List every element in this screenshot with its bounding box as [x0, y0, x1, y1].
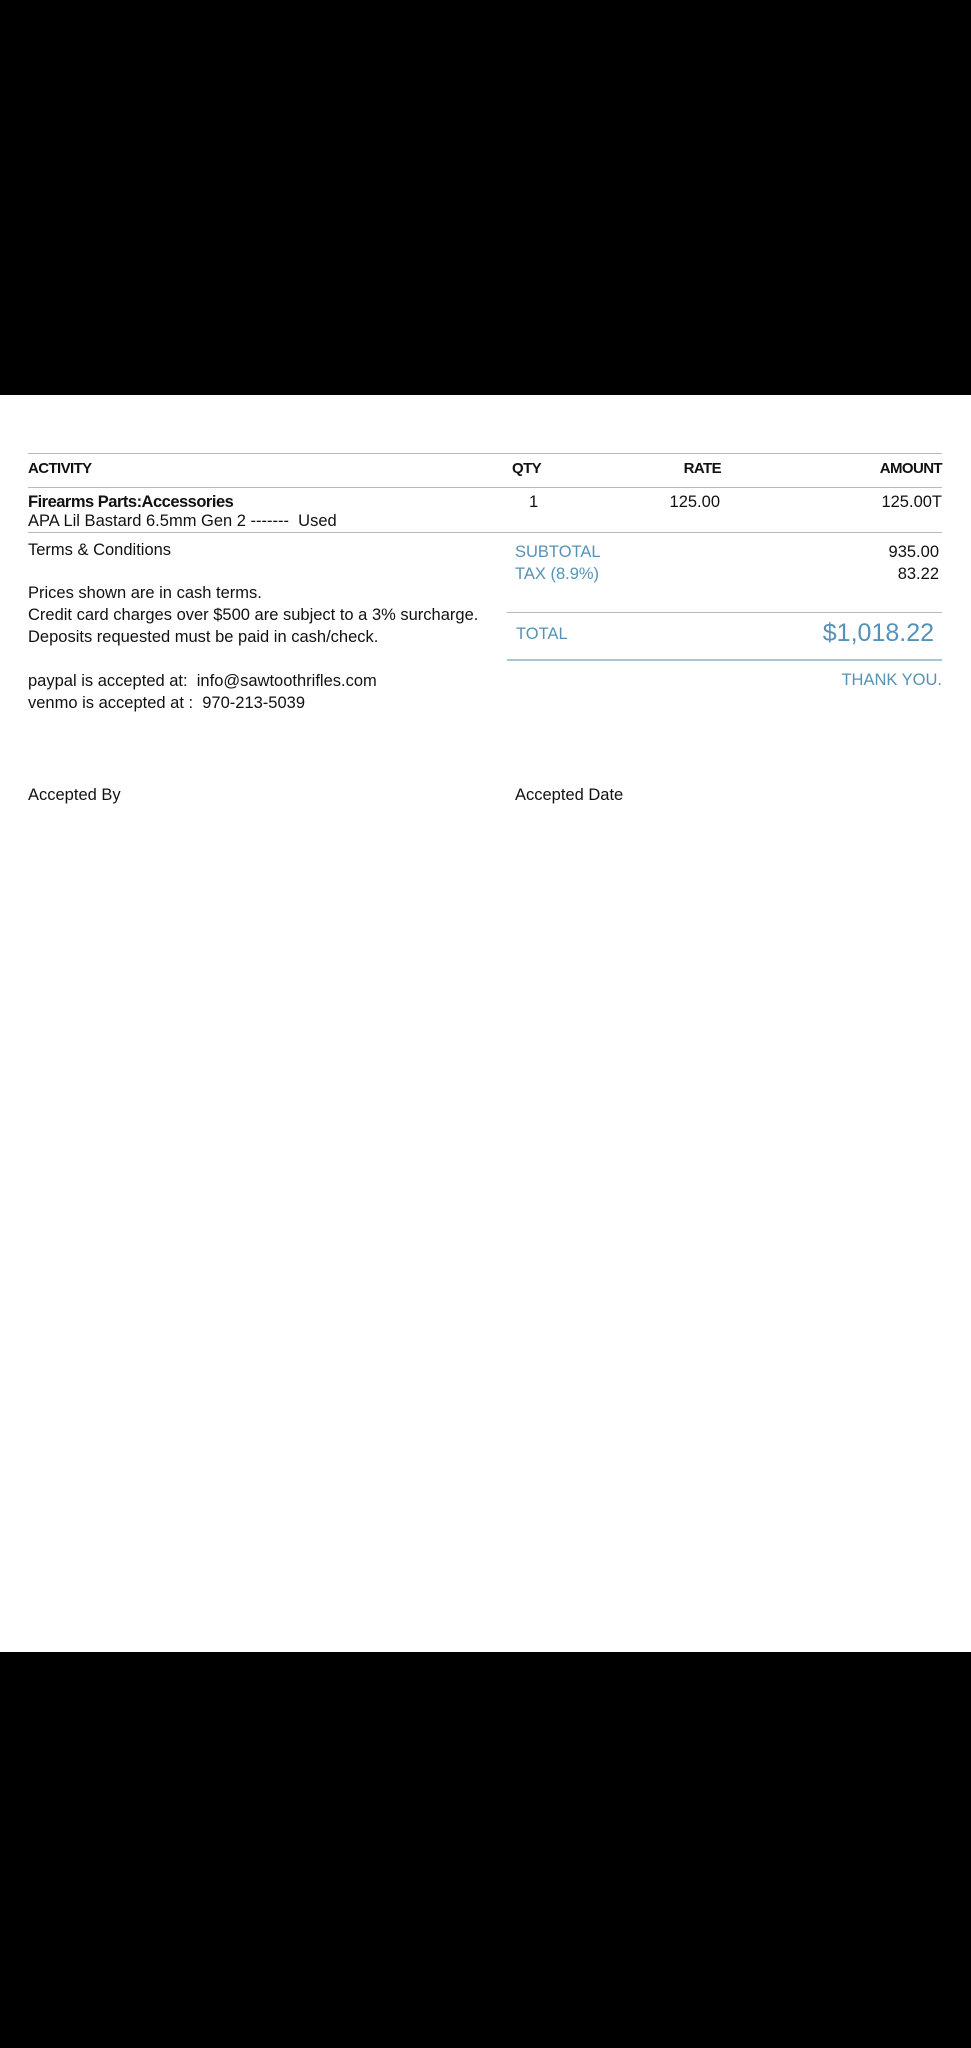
item-amount: 125.00T	[881, 493, 942, 511]
qty-column-header: QTY	[512, 460, 542, 477]
terms-line: Prices shown are in cash terms.	[28, 584, 262, 602]
item-category: Firearms Parts:Accessories	[28, 493, 234, 511]
payment-line-venmo: venmo is accepted at : 970-213-5039	[28, 694, 306, 712]
accepted-by-label: Accepted By	[28, 786, 121, 804]
subtotal-value: 935.00	[888, 543, 939, 561]
item-qty: 1	[529, 493, 539, 511]
header-bottom-rule	[28, 487, 942, 488]
invoice-sheet	[0, 395, 971, 1652]
header-top-rule	[28, 453, 942, 454]
total-label: TOTAL	[516, 625, 568, 643]
subtotal-label: SUBTOTAL	[515, 543, 601, 561]
payment-line-paypal: paypal is accepted at: info@sawtoothrifles.com	[28, 672, 377, 690]
tax-label: TAX (8.9%)	[515, 565, 600, 583]
item-description: APA Lil Bastard 6.5mm Gen 2 ------- Used	[28, 512, 337, 530]
accepted-date-label: Accepted Date	[515, 786, 624, 804]
thank-you-text: THANK YOU.	[841, 671, 942, 689]
amount-column-header: AMOUNT	[879, 460, 942, 477]
total-top-rule	[507, 612, 942, 613]
activity-column-header: ACTIVITY	[28, 460, 92, 477]
row-bottom-rule	[28, 532, 942, 533]
tax-value: 83.22	[897, 565, 939, 583]
terms-line: Deposits requested must be paid in cash/check.	[28, 628, 379, 646]
terms-line: Credit card charges over $500 are subject to a 3% surcharge.	[28, 606, 479, 624]
total-bottom-rule	[507, 659, 942, 661]
item-rate: 125.00	[669, 493, 720, 511]
rate-column-header: RATE	[683, 460, 721, 477]
total-value: $1,018.22	[822, 619, 934, 647]
terms-heading: Terms & Conditions	[28, 541, 172, 559]
